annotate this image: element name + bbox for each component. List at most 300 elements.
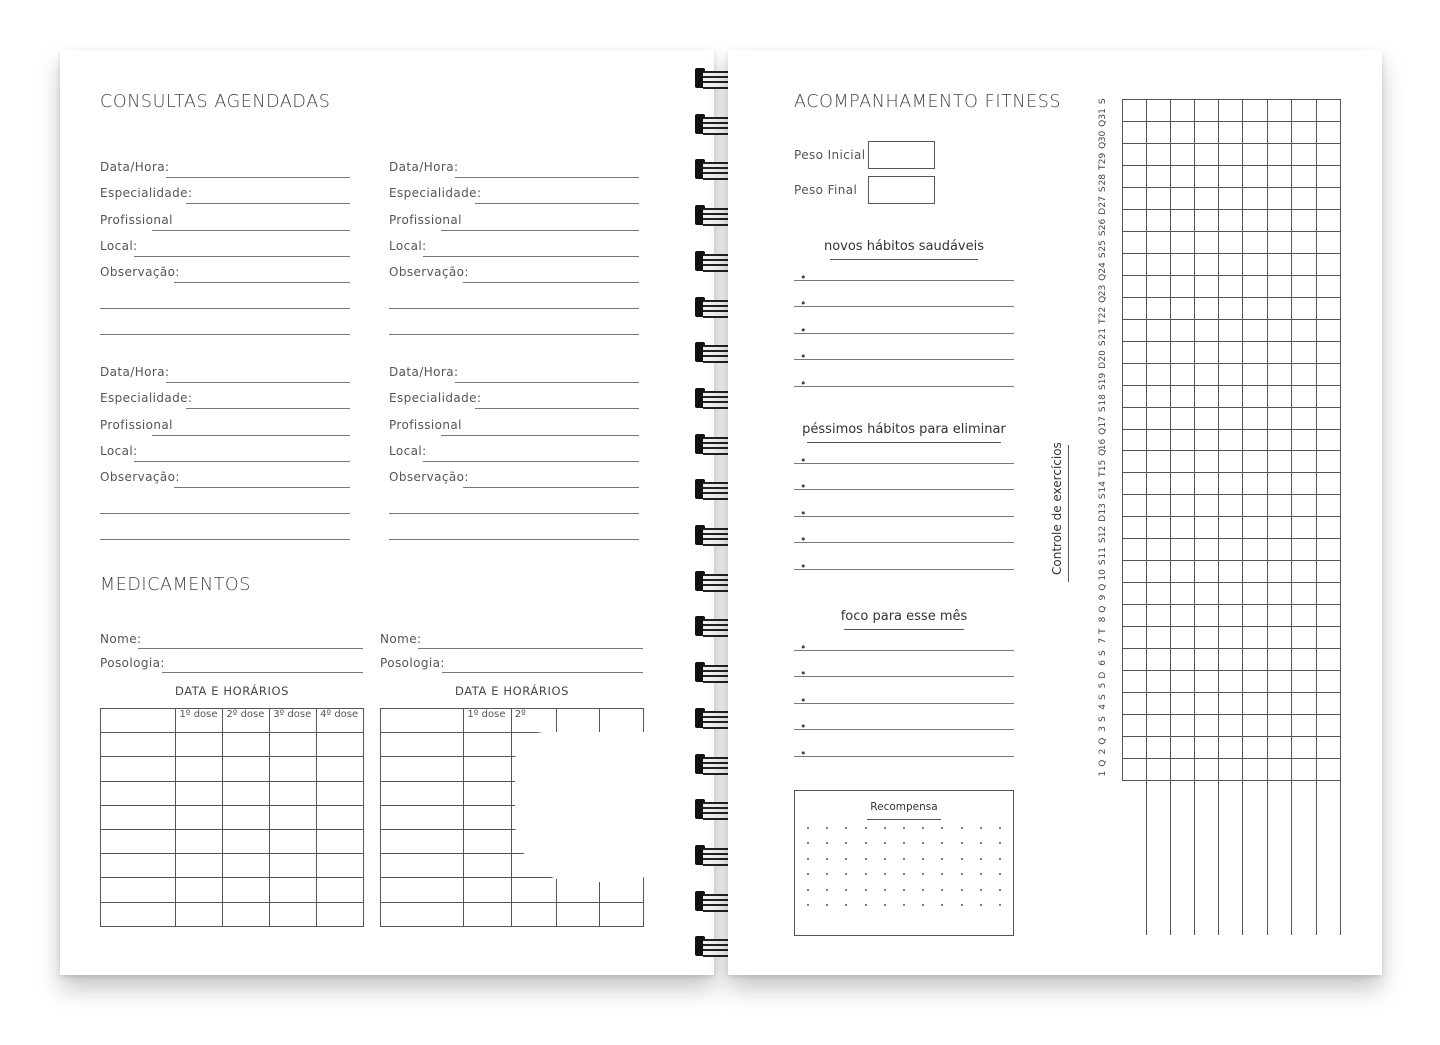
dose-header-cell: 4º dose: [317, 709, 364, 733]
observacao-line[interactable]: [389, 334, 639, 335]
day-number: 4: [1098, 704, 1108, 710]
habit-section-title: novos hábitos saudáveis: [823, 239, 985, 254]
day-letter: Q: [1098, 427, 1108, 435]
grid-dot: [826, 842, 828, 844]
bullet-dot: •: [800, 667, 807, 681]
grid-dot: [961, 827, 963, 829]
table-row: [101, 902, 364, 926]
consulta-field-label: Data/Hora:: [389, 160, 459, 174]
grid-dot: [826, 827, 828, 829]
consulta-field-label: Observação:: [100, 470, 180, 485]
recompensa-label: Recompensa: [870, 801, 938, 813]
grid-dot: [903, 827, 905, 829]
tracker-row-line: [1122, 560, 1340, 561]
table-row: [101, 805, 364, 829]
bullet-dot: •: [800, 746, 807, 760]
dose-cell[interactable]: [317, 902, 364, 926]
dose-cell[interactable]: [176, 733, 223, 757]
day-number: 20: [1098, 349, 1108, 362]
grid-dot: [941, 904, 943, 906]
dose-header-cell: [101, 709, 176, 733]
day-letter: Q: [1098, 605, 1108, 613]
med-posologia-label: Posologia:: [100, 656, 165, 670]
consulta-field-label: Especialidade:: [100, 391, 193, 406]
tracker-col-line: [1218, 99, 1219, 935]
tracker-row-line: [1122, 538, 1340, 539]
dose-cell[interactable]: [464, 805, 511, 829]
grid-dot: [961, 889, 963, 891]
day-number: 28: [1098, 173, 1108, 186]
grid-dot: [845, 904, 847, 906]
consulta-field-line[interactable]: [166, 382, 350, 383]
day-number: 18: [1098, 393, 1108, 406]
tracker-row-line: [1122, 648, 1340, 649]
grid-dot: [999, 827, 1001, 829]
consulta-field-line[interactable]: [455, 382, 639, 383]
consulta-field-label: Especialidade:: [389, 186, 482, 201]
habit-line[interactable]: [794, 729, 1014, 730]
observacao-line[interactable]: [389, 513, 639, 514]
bullet-dot: •: [800, 350, 807, 364]
day-number: 15: [1098, 460, 1108, 472]
grid-dot: [922, 842, 924, 844]
habit-title-underline: [830, 259, 978, 260]
left-page: [60, 50, 714, 975]
tracker-row-line: [1122, 429, 1340, 430]
day-number: 30: [1098, 130, 1108, 143]
grid-dot: [922, 827, 924, 829]
consulta-field-line[interactable]: [134, 256, 350, 257]
grid-dot: [999, 858, 1001, 860]
day-letter: Q: [1098, 759, 1108, 767]
dose-cell[interactable]: [101, 733, 176, 757]
day-letter: D: [1098, 515, 1108, 523]
consulta-field-label: Data/Hora:: [100, 365, 170, 379]
tracker-row-line: [1122, 341, 1340, 342]
consulta-field-line[interactable]: [152, 230, 350, 231]
dose-cell[interactable]: [381, 757, 464, 781]
tracker-row-line: [1122, 187, 1340, 188]
tracker-row-line: [1122, 253, 1340, 254]
tracker-row-line: [1122, 472, 1340, 473]
day-number: 25: [1098, 239, 1108, 252]
dose-cell[interactable]: [317, 733, 364, 757]
med-name-line[interactable]: [138, 648, 363, 649]
tracker-row-line: [1122, 450, 1340, 451]
tracker-row-line: [1122, 143, 1340, 144]
dose-cell[interactable]: [317, 854, 364, 878]
dose-cell[interactable]: [176, 805, 223, 829]
grid-dot: [980, 858, 982, 860]
bullet-dot: •: [800, 641, 807, 654]
habit-line[interactable]: [794, 756, 1014, 757]
dose-cell[interactable]: [464, 902, 511, 926]
grid-dot: [922, 904, 924, 906]
tracker-row-line: [1122, 626, 1340, 627]
med-name-line[interactable]: [418, 648, 643, 649]
day-letter: T: [1098, 628, 1108, 635]
dose-cell[interactable]: [223, 878, 270, 902]
grid-dot: [884, 827, 886, 829]
habit-line[interactable]: [794, 280, 1014, 281]
day-letter: S: [1098, 230, 1108, 236]
dose-cell[interactable]: [176, 757, 223, 781]
tracker-row-line: [1122, 319, 1340, 320]
fitness-title: ACOMPANHAMENTO FITNESS: [794, 92, 1062, 112]
dose-cell[interactable]: [464, 733, 511, 757]
dose-cell[interactable]: [176, 829, 223, 853]
med-name-label: Nome:: [380, 632, 422, 646]
dose-header-cell: [600, 709, 644, 733]
dose-header-cell: [381, 709, 464, 733]
dose-cell[interactable]: [381, 805, 464, 829]
habit-title-underline: [844, 629, 964, 630]
day-number: 29: [1098, 152, 1108, 165]
habit-line[interactable]: [794, 489, 1014, 490]
grid-dot: [845, 889, 847, 891]
grid-dot: [865, 889, 867, 891]
day-letter: Q: [1098, 295, 1108, 303]
dose-cell[interactable]: [381, 733, 464, 757]
habit-line[interactable]: [794, 306, 1014, 307]
grid-dot: [922, 889, 924, 891]
consulta-field-line[interactable]: [186, 203, 350, 204]
grid-dot: [903, 842, 905, 844]
tracker-row-line: [1122, 407, 1340, 408]
day-letter: S: [1098, 98, 1108, 105]
table-row: [101, 829, 364, 853]
dose-cell[interactable]: [270, 781, 317, 805]
grid-dot: [903, 873, 905, 875]
day-number: 7: [1098, 638, 1108, 644]
day-letter: S: [1098, 493, 1108, 500]
tracker-row-line: [1122, 780, 1340, 781]
table-row: [101, 709, 364, 733]
day-letter: S: [1098, 252, 1108, 258]
grid-dot: [999, 889, 1001, 891]
day-letter: S: [1098, 340, 1108, 346]
dose-cell[interactable]: [101, 805, 176, 829]
day-letter: S: [1098, 716, 1108, 723]
day-number: 11: [1098, 547, 1108, 559]
tracker-row-line: [1122, 121, 1340, 122]
dose-cell[interactable]: [381, 829, 464, 853]
habit-line[interactable]: [794, 703, 1014, 704]
bullet-dot: •: [800, 297, 807, 311]
dose-cell[interactable]: [270, 757, 317, 781]
tracker-row-line: [1122, 99, 1340, 100]
day-letter: Q: [1098, 583, 1108, 591]
grid-dot: [807, 842, 809, 844]
recompensa-box: [794, 790, 1014, 936]
grid-dot: [826, 904, 828, 906]
table-row: [101, 733, 364, 757]
dose-cell[interactable]: [600, 902, 644, 926]
day-letter: T: [1098, 318, 1108, 324]
dose-cell[interactable]: [464, 781, 511, 805]
dose-cell[interactable]: [381, 854, 464, 878]
consulta-field-line[interactable]: [475, 203, 639, 204]
consulta-field-line[interactable]: [152, 435, 350, 436]
grid-dot: [845, 827, 847, 829]
med-posologia-line[interactable]: [442, 672, 643, 673]
dose-cell[interactable]: [223, 829, 270, 853]
habit-section-title: péssimos hábitos para eliminar: [802, 422, 1006, 437]
dose-table-title: DATA E HORÁRIOS: [454, 684, 570, 698]
tracker-col-line: [1291, 99, 1292, 935]
grid-dot: [980, 873, 982, 875]
bullet-dot: •: [800, 559, 807, 573]
consulta-field-line[interactable]: [134, 461, 350, 462]
consulta-field-line[interactable]: [166, 177, 350, 178]
dose-cell[interactable]: [176, 878, 223, 902]
tracker-row-line: [1122, 604, 1340, 605]
consulta-field-label: Especialidade:: [389, 391, 482, 406]
dose-cell[interactable]: [223, 781, 270, 805]
tracker-row-line: [1122, 494, 1340, 495]
habit-line[interactable]: [794, 569, 1014, 570]
dose-cell[interactable]: [270, 829, 317, 853]
day-letter: S: [1098, 559, 1108, 566]
observacao-line[interactable]: [100, 513, 350, 514]
day-letter: S: [1098, 650, 1108, 657]
dose-cell[interactable]: [101, 757, 176, 781]
consulta-field-label: Observação:: [389, 265, 469, 280]
dose-cell[interactable]: [270, 805, 317, 829]
observacao-line[interactable]: [389, 308, 639, 309]
bullet-dot: •: [800, 480, 807, 494]
habit-line[interactable]: [794, 650, 1014, 651]
dose-cell[interactable]: [317, 757, 364, 781]
dose-table-title: DATA E HORÁRIOS: [174, 684, 290, 698]
grid-dot: [980, 889, 982, 891]
dose-cell[interactable]: [176, 854, 223, 878]
observacao-line[interactable]: [100, 334, 350, 335]
dose-cell[interactable]: [270, 733, 317, 757]
dose-header-cell: 2º dose: [223, 709, 270, 733]
grid-dot: [845, 842, 847, 844]
consulta-field-line[interactable]: [475, 408, 639, 409]
consulta-field-label: Especialidade:: [100, 186, 193, 201]
day-letter: D: [1098, 207, 1108, 215]
dose-cell[interactable]: [270, 878, 317, 902]
day-letter: T: [1098, 164, 1108, 170]
consulta-field-label: Profissional: [389, 417, 462, 432]
observacao-line[interactable]: [389, 539, 639, 540]
grid-dot: [807, 858, 809, 860]
dose-cell[interactable]: [511, 878, 556, 902]
medicamentos-title: MEDICAMENTOS: [100, 575, 252, 595]
grid-dot: [826, 889, 828, 891]
dose-cell[interactable]: [176, 902, 223, 926]
habit-line[interactable]: [794, 542, 1014, 543]
dose-header-cell: [556, 709, 600, 733]
right-page: [728, 50, 1382, 975]
dose-cell[interactable]: [511, 902, 556, 926]
grid-dot: [865, 858, 867, 860]
habit-line[interactable]: [794, 676, 1014, 677]
consulta-field-line[interactable]: [463, 282, 639, 283]
dose-cell[interactable]: [556, 902, 600, 926]
day-letter: Q: [1098, 737, 1108, 745]
tracker-row-line: [1122, 582, 1340, 583]
grid-dot: [903, 858, 905, 860]
grid-dot: [845, 858, 847, 860]
day-number: 5: [1098, 682, 1108, 689]
bullet-dot: •: [800, 506, 807, 520]
dose-cell[interactable]: [176, 781, 223, 805]
recompensa-underline: [867, 819, 941, 820]
consulta-field-line[interactable]: [423, 461, 639, 462]
consulta-field-line[interactable]: [455, 177, 639, 178]
tracker-col-line: [1122, 99, 1123, 780]
consultas-title: CONSULTAS AGENDADAS: [100, 92, 331, 112]
peso-inicial-box[interactable]: [868, 141, 935, 169]
grid-dot: [865, 842, 867, 844]
grid-dot: [807, 827, 809, 829]
day-number: 16: [1098, 438, 1108, 450]
habit-line[interactable]: [794, 333, 1014, 334]
consulta-field-line[interactable]: [174, 282, 350, 283]
observacao-line[interactable]: [100, 539, 350, 540]
grid-dot: [884, 904, 886, 906]
bullet-dot: •: [800, 376, 807, 390]
dose-header-cell: 3º dose: [270, 709, 317, 733]
habit-line[interactable]: [794, 516, 1014, 517]
tracker-row-line: [1122, 209, 1340, 210]
day-number: 3: [1098, 726, 1108, 732]
day-letter: T: [1098, 471, 1108, 478]
dose-cell[interactable]: [101, 829, 176, 853]
day-number: 26: [1098, 218, 1108, 231]
grid-dot: [961, 858, 963, 860]
bullet-dot: •: [800, 271, 807, 284]
bullet-dot: •: [800, 720, 807, 734]
tracker-row-line: [1122, 363, 1340, 364]
dose-cell[interactable]: [223, 805, 270, 829]
consulta-field-line[interactable]: [174, 487, 350, 488]
consulta-field-label: Profissional: [100, 417, 173, 432]
habit-line[interactable]: [794, 386, 1014, 387]
tracker-col-line: [1146, 99, 1147, 935]
grid-dot: [884, 889, 886, 891]
med-name-label: Nome:: [100, 632, 142, 646]
dose-cell[interactable]: [464, 757, 511, 781]
day-number: 9: [1098, 594, 1108, 601]
day-number: 8: [1098, 616, 1108, 623]
table-row: [381, 902, 644, 926]
grid-dot: [807, 873, 809, 875]
day-number: 6: [1098, 660, 1108, 666]
day-number: 27: [1098, 195, 1108, 208]
grid-dot: [980, 904, 982, 906]
grid-dot: [922, 858, 924, 860]
dose-cell[interactable]: [223, 757, 270, 781]
grid-dot: [999, 842, 1001, 844]
controle-line: [1068, 445, 1069, 582]
controle-label: Controle de exercícios: [1050, 442, 1064, 575]
med-posologia-line[interactable]: [162, 672, 363, 673]
dose-cell[interactable]: [101, 902, 176, 926]
dose-cell[interactable]: [223, 854, 270, 878]
grid-dot: [865, 873, 867, 875]
observacao-line[interactable]: [100, 308, 350, 309]
habit-line[interactable]: [794, 359, 1014, 360]
day-letter: D: [1098, 671, 1108, 679]
dose-cell[interactable]: [317, 781, 364, 805]
day-number: 17: [1098, 415, 1108, 428]
dose-cell[interactable]: [381, 878, 464, 902]
dose-cell[interactable]: [223, 902, 270, 926]
consulta-field-label: Local:: [100, 238, 138, 253]
erased-area: [515, 732, 645, 882]
tracker-row-line: [1122, 758, 1340, 759]
dose-header-cell: 2º: [511, 709, 556, 733]
day-number: 1: [1098, 770, 1108, 777]
grid-dot: [865, 827, 867, 829]
tracker-row-line: [1122, 297, 1340, 298]
habit-line[interactable]: [794, 463, 1014, 464]
consulta-field-label: Local:: [389, 238, 427, 253]
dose-cell[interactable]: [223, 733, 270, 757]
bullet-dot: •: [800, 454, 807, 467]
dose-cell[interactable]: [464, 878, 511, 902]
dose-header-cell: 1º dose: [176, 709, 223, 733]
day-number: 19: [1098, 372, 1108, 384]
dose-cell[interactable]: [381, 902, 464, 926]
grid-dot: [903, 889, 905, 891]
consulta-field-label: Observação:: [100, 265, 180, 280]
day-number: 14: [1098, 481, 1108, 493]
day-label: [1098, 753, 1108, 783]
dose-cell[interactable]: [317, 805, 364, 829]
consulta-field-line[interactable]: [463, 487, 639, 488]
dose-cell[interactable]: [101, 878, 176, 902]
peso-final-box[interactable]: [868, 176, 935, 204]
dose-cell[interactable]: [381, 781, 464, 805]
tracker-row-line: [1122, 692, 1340, 693]
dose-header-cell: 1º dose: [464, 709, 511, 733]
day-letter: S: [1098, 694, 1108, 701]
consulta-field-line[interactable]: [423, 256, 639, 257]
tracker-row-line: [1122, 275, 1340, 276]
grid-dot: [941, 842, 943, 844]
grid-dot: [980, 842, 982, 844]
med-posologia-label: Posologia:: [380, 656, 445, 670]
dose-cell[interactable]: [101, 854, 176, 878]
habit-section-title: foco para esse mês: [840, 609, 968, 624]
day-letter: Q: [1098, 449, 1108, 457]
dose-cell[interactable]: [317, 829, 364, 853]
consulta-field-line[interactable]: [441, 435, 639, 436]
dose-cell[interactable]: [101, 781, 176, 805]
grid-dot: [941, 889, 943, 891]
tracker-col-line: [1267, 99, 1268, 935]
dose-table: [100, 708, 364, 927]
grid-dot: [903, 904, 905, 906]
consulta-field-line[interactable]: [186, 408, 350, 409]
dose-cell[interactable]: [270, 902, 317, 926]
day-number: 13: [1098, 503, 1108, 515]
tracker-col-line: [1242, 99, 1243, 935]
consulta-field-line[interactable]: [441, 230, 639, 231]
grid-dot: [845, 873, 847, 875]
dose-cell[interactable]: [464, 854, 511, 878]
dose-cell[interactable]: [317, 878, 364, 902]
grid-dot: [865, 904, 867, 906]
dose-cell[interactable]: [270, 854, 317, 878]
dose-cell[interactable]: [464, 829, 511, 853]
